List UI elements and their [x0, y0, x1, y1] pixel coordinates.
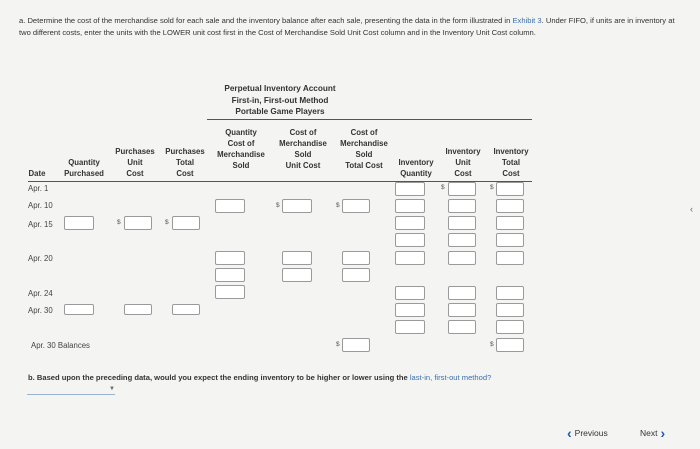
header-inv-qty: Inventory Quantity [398, 158, 434, 178]
inv-qty-input[interactable] [395, 303, 425, 317]
chevron-left-icon: ‹ [567, 425, 572, 441]
question-b-text: b. Based upon the preceding data, would you expect the ending inventory to be higher or lower using the [28, 373, 410, 382]
inv-unit-cost-input[interactable] [448, 216, 476, 230]
currency-symbol: $ [117, 219, 121, 226]
next-button[interactable] [640, 425, 666, 441]
header-date: Date [28, 169, 46, 178]
purch-total-cost-input[interactable] [172, 216, 200, 230]
qty-sold-input[interactable] [215, 268, 245, 282]
cms-unit-cost-input[interactable] [282, 251, 312, 265]
header-rule-top [207, 119, 532, 120]
qty-sold-input[interactable] [215, 199, 245, 213]
inv-balance-total-input[interactable] [496, 338, 524, 352]
inv-total-cost-input[interactable] [496, 251, 524, 265]
currency-symbol: $ [276, 202, 280, 209]
inv-qty-input[interactable] [395, 251, 425, 265]
inv-qty-input[interactable] [395, 320, 425, 334]
previous-button[interactable] [567, 425, 608, 441]
qty-purchased-input[interactable] [64, 216, 94, 230]
inv-qty-input[interactable] [395, 216, 425, 230]
currency-symbol: $ [441, 184, 445, 191]
higher-lower-select[interactable] [27, 385, 115, 395]
header-qty-purchased: Quantity Purchased [64, 158, 104, 178]
row-label-apr15: Apr. 15 [28, 220, 53, 229]
row-label-apr1: Apr. 1 [28, 184, 49, 193]
qty-sold-input[interactable] [215, 251, 245, 265]
caret-down-icon: ▼ [109, 386, 115, 392]
cms-unit-cost-input[interactable] [282, 268, 312, 282]
table-method: First-in, First-out Method [231, 96, 329, 105]
cms-unit-cost-input[interactable] [282, 199, 312, 213]
inv-total-cost-input[interactable] [496, 320, 524, 334]
cms-total-cost-input[interactable] [342, 251, 370, 265]
inv-unit-cost-input[interactable] [448, 286, 476, 300]
inv-unit-cost-input[interactable] [448, 199, 476, 213]
row-label-balances: Apr. 30 Balances [31, 341, 90, 350]
inv-unit-cost-input[interactable] [448, 251, 476, 265]
lifo-link[interactable]: last-in, first-out method? [409, 373, 492, 382]
inv-total-cost-input[interactable] [496, 199, 524, 213]
purch-unit-cost-input[interactable] [124, 304, 152, 315]
qty-sold-input[interactable] [215, 285, 245, 299]
chevron-left-icon[interactable]: ‹ [690, 204, 693, 214]
cms-total-cost-input[interactable] [342, 199, 370, 213]
header-qty-cost-sold: Quantity Cost of Merchandise Sold [217, 128, 265, 170]
inv-qty-input[interactable] [395, 199, 425, 213]
table-title: Perpetual Inventory Account [224, 84, 336, 93]
instructions-suffix: . Under FIFO, if units are in inventory at two different costs, enter the units with the LOWER unit cost first in the Cost of Merchandise Sold Unit Cost column and in the Inventory Unit Cost column. [19, 16, 675, 37]
chevron-right-icon: › [660, 425, 666, 441]
table-product: Portable Game Players [235, 107, 325, 116]
row-label-apr24: Apr. 24 [28, 289, 53, 298]
qty-purchased-input[interactable] [64, 304, 94, 315]
inv-qty-input[interactable] [395, 286, 425, 300]
currency-symbol: $ [165, 219, 169, 226]
instructions-prefix: a. Determine the cost of the merchandise sold for each sale and the inventory balance after each sale, presenting the data in the form illustrated in [19, 16, 513, 25]
row-label-apr10: Apr. 10 [28, 201, 53, 210]
header-inv-total-cost: Inventory Total Cost [493, 147, 529, 178]
question-b [28, 373, 491, 382]
inv-qty-input[interactable] [395, 233, 425, 247]
header-inv-unit-cost: Inventory Unit Cost [445, 147, 481, 178]
inv-unit-cost-input[interactable] [448, 233, 476, 247]
inv-total-cost-input[interactable] [496, 233, 524, 247]
inv-total-cost-input[interactable] [496, 286, 524, 300]
header-cms-total-cost: Cost of Merchandise Sold Total Cost [340, 128, 388, 170]
currency-symbol: $ [336, 341, 340, 348]
header-cms-unit-cost: Cost of Merchandise Sold Unit Cost [279, 128, 327, 170]
inv-total-cost-input[interactable] [496, 216, 524, 230]
inv-total-cost-input[interactable] [496, 182, 524, 196]
next-label: Next [640, 428, 658, 438]
row-label-apr20: Apr. 20 [28, 254, 53, 263]
exhibit-link[interactable]: Exhibit 3 [512, 16, 542, 25]
header-purch-unit-cost: Purchases Unit Cost [115, 147, 155, 178]
inv-unit-cost-input[interactable] [448, 303, 476, 317]
purch-unit-cost-input[interactable] [124, 216, 152, 230]
currency-symbol: $ [490, 184, 494, 191]
header-purch-total-cost: Purchases Total Cost [165, 147, 205, 178]
previous-label: Previous [574, 428, 608, 438]
purch-total-cost-input[interactable] [172, 304, 200, 315]
currency-symbol: $ [490, 341, 494, 348]
row-label-apr30: Apr. 30 [28, 306, 53, 315]
inv-qty-input[interactable] [395, 182, 425, 196]
instructions-text [19, 15, 679, 39]
cms-balance-total-input[interactable] [342, 338, 370, 352]
currency-symbol: $ [336, 202, 340, 209]
inv-unit-cost-input[interactable] [448, 182, 476, 196]
inv-unit-cost-input[interactable] [448, 320, 476, 334]
inv-total-cost-input[interactable] [496, 303, 524, 317]
cms-total-cost-input[interactable] [342, 268, 370, 282]
